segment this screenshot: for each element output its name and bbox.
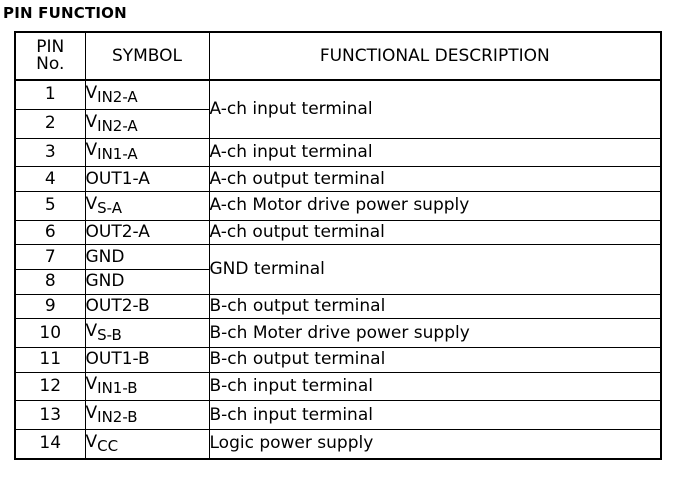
pin-number: 11 [15, 347, 85, 372]
pin-symbol [85, 429, 209, 459]
pin-number: 4 [15, 167, 85, 192]
pin-number: 6 [15, 220, 85, 245]
functional-description: A-ch input terminal [209, 138, 661, 167]
symbol-subscript: IN2-B [97, 408, 138, 427]
description-header: FUNCTIONAL DESCRIPTION [209, 32, 661, 80]
pin-number: 12 [15, 372, 85, 401]
pin-symbol [85, 167, 209, 192]
symbol-subscript: IN2-A [97, 116, 138, 135]
table-row [15, 429, 661, 459]
pin-number: 1 [15, 80, 85, 109]
functional-description: GND terminal [209, 245, 661, 294]
symbol-subscript: CC [97, 436, 119, 455]
table-body [15, 80, 661, 459]
table-row [15, 401, 661, 430]
symbol-main: OUT2-A [85, 222, 150, 242]
pin-number: 7 [15, 245, 85, 270]
pin-symbol [85, 269, 209, 294]
table-row [15, 319, 661, 348]
symbol-subscript: IN2-A [97, 87, 138, 106]
pin-number: 3 [15, 138, 85, 167]
symbol-main: V [85, 82, 98, 103]
symbol-main: OUT1-B [85, 349, 150, 370]
table-row [15, 80, 661, 109]
table-row [15, 372, 661, 401]
pin-number: 8 [15, 269, 85, 294]
functional-description: A-ch output terminal [209, 220, 661, 245]
pin-number: 14 [15, 429, 85, 459]
symbol-subscript: S-A [97, 198, 123, 217]
pin-number: 13 [15, 401, 85, 430]
section-title: PIN FUNCTION [3, 4, 127, 22]
symbol-main: GND [85, 271, 125, 292]
pin-number: 9 [15, 294, 85, 319]
functional-description: B-ch input terminal [209, 401, 661, 430]
functional-description: B-ch output terminal [209, 347, 661, 372]
table-row [15, 245, 661, 270]
symbol-main: V [85, 193, 98, 214]
pin-symbol [85, 245, 209, 270]
functional-description: A-ch Motor drive power supply [209, 191, 661, 220]
symbol-header: SYMBOL [85, 32, 209, 80]
symbol-main: V [85, 431, 98, 452]
table-row [15, 220, 661, 245]
table-row [15, 138, 661, 167]
symbol-subscript: IN1-B [97, 379, 138, 398]
table-row [15, 167, 661, 192]
pin-number: 10 [15, 319, 85, 348]
functional-description: B-ch input terminal [209, 372, 661, 401]
pin-symbol [85, 319, 209, 348]
table-header-row [15, 32, 661, 80]
functional-description: Logic power supply [209, 429, 661, 459]
symbol-main: OUT2-B [85, 295, 150, 316]
symbol-main: V [85, 111, 98, 132]
pin-symbol [85, 109, 209, 138]
symbol-main: V [85, 321, 98, 342]
functional-description: A-ch input terminal [209, 80, 661, 138]
table-row [15, 347, 661, 372]
pin-symbol [85, 138, 209, 167]
symbol-main: V [85, 374, 98, 395]
table-row [15, 294, 661, 319]
pin-symbol [85, 80, 209, 109]
pin-header-line2: No. [36, 54, 65, 74]
pin-function-table [14, 31, 662, 460]
table-row [15, 191, 661, 220]
functional-description: A-ch output terminal [209, 167, 661, 192]
functional-description: B-ch output terminal [209, 294, 661, 319]
pin-no-header [15, 32, 85, 80]
symbol-main: GND [85, 246, 125, 267]
pin-symbol [85, 220, 209, 245]
symbol-subscript: S-B [97, 326, 122, 345]
symbol-main: OUT1-A [85, 168, 150, 189]
pin-symbol [85, 294, 209, 319]
pin-symbol [85, 191, 209, 220]
pin-symbol [85, 372, 209, 401]
pin-symbol [85, 347, 209, 372]
symbol-main: V [85, 140, 98, 161]
pin-number: 5 [15, 191, 85, 220]
functional-description: B-ch Moter drive power supply [209, 319, 661, 348]
pin-number: 2 [15, 109, 85, 138]
symbol-subscript: IN1-A [97, 145, 138, 164]
pin-symbol [85, 401, 209, 430]
pin-header-line1: PIN [36, 37, 65, 57]
symbol-main: V [85, 403, 98, 424]
